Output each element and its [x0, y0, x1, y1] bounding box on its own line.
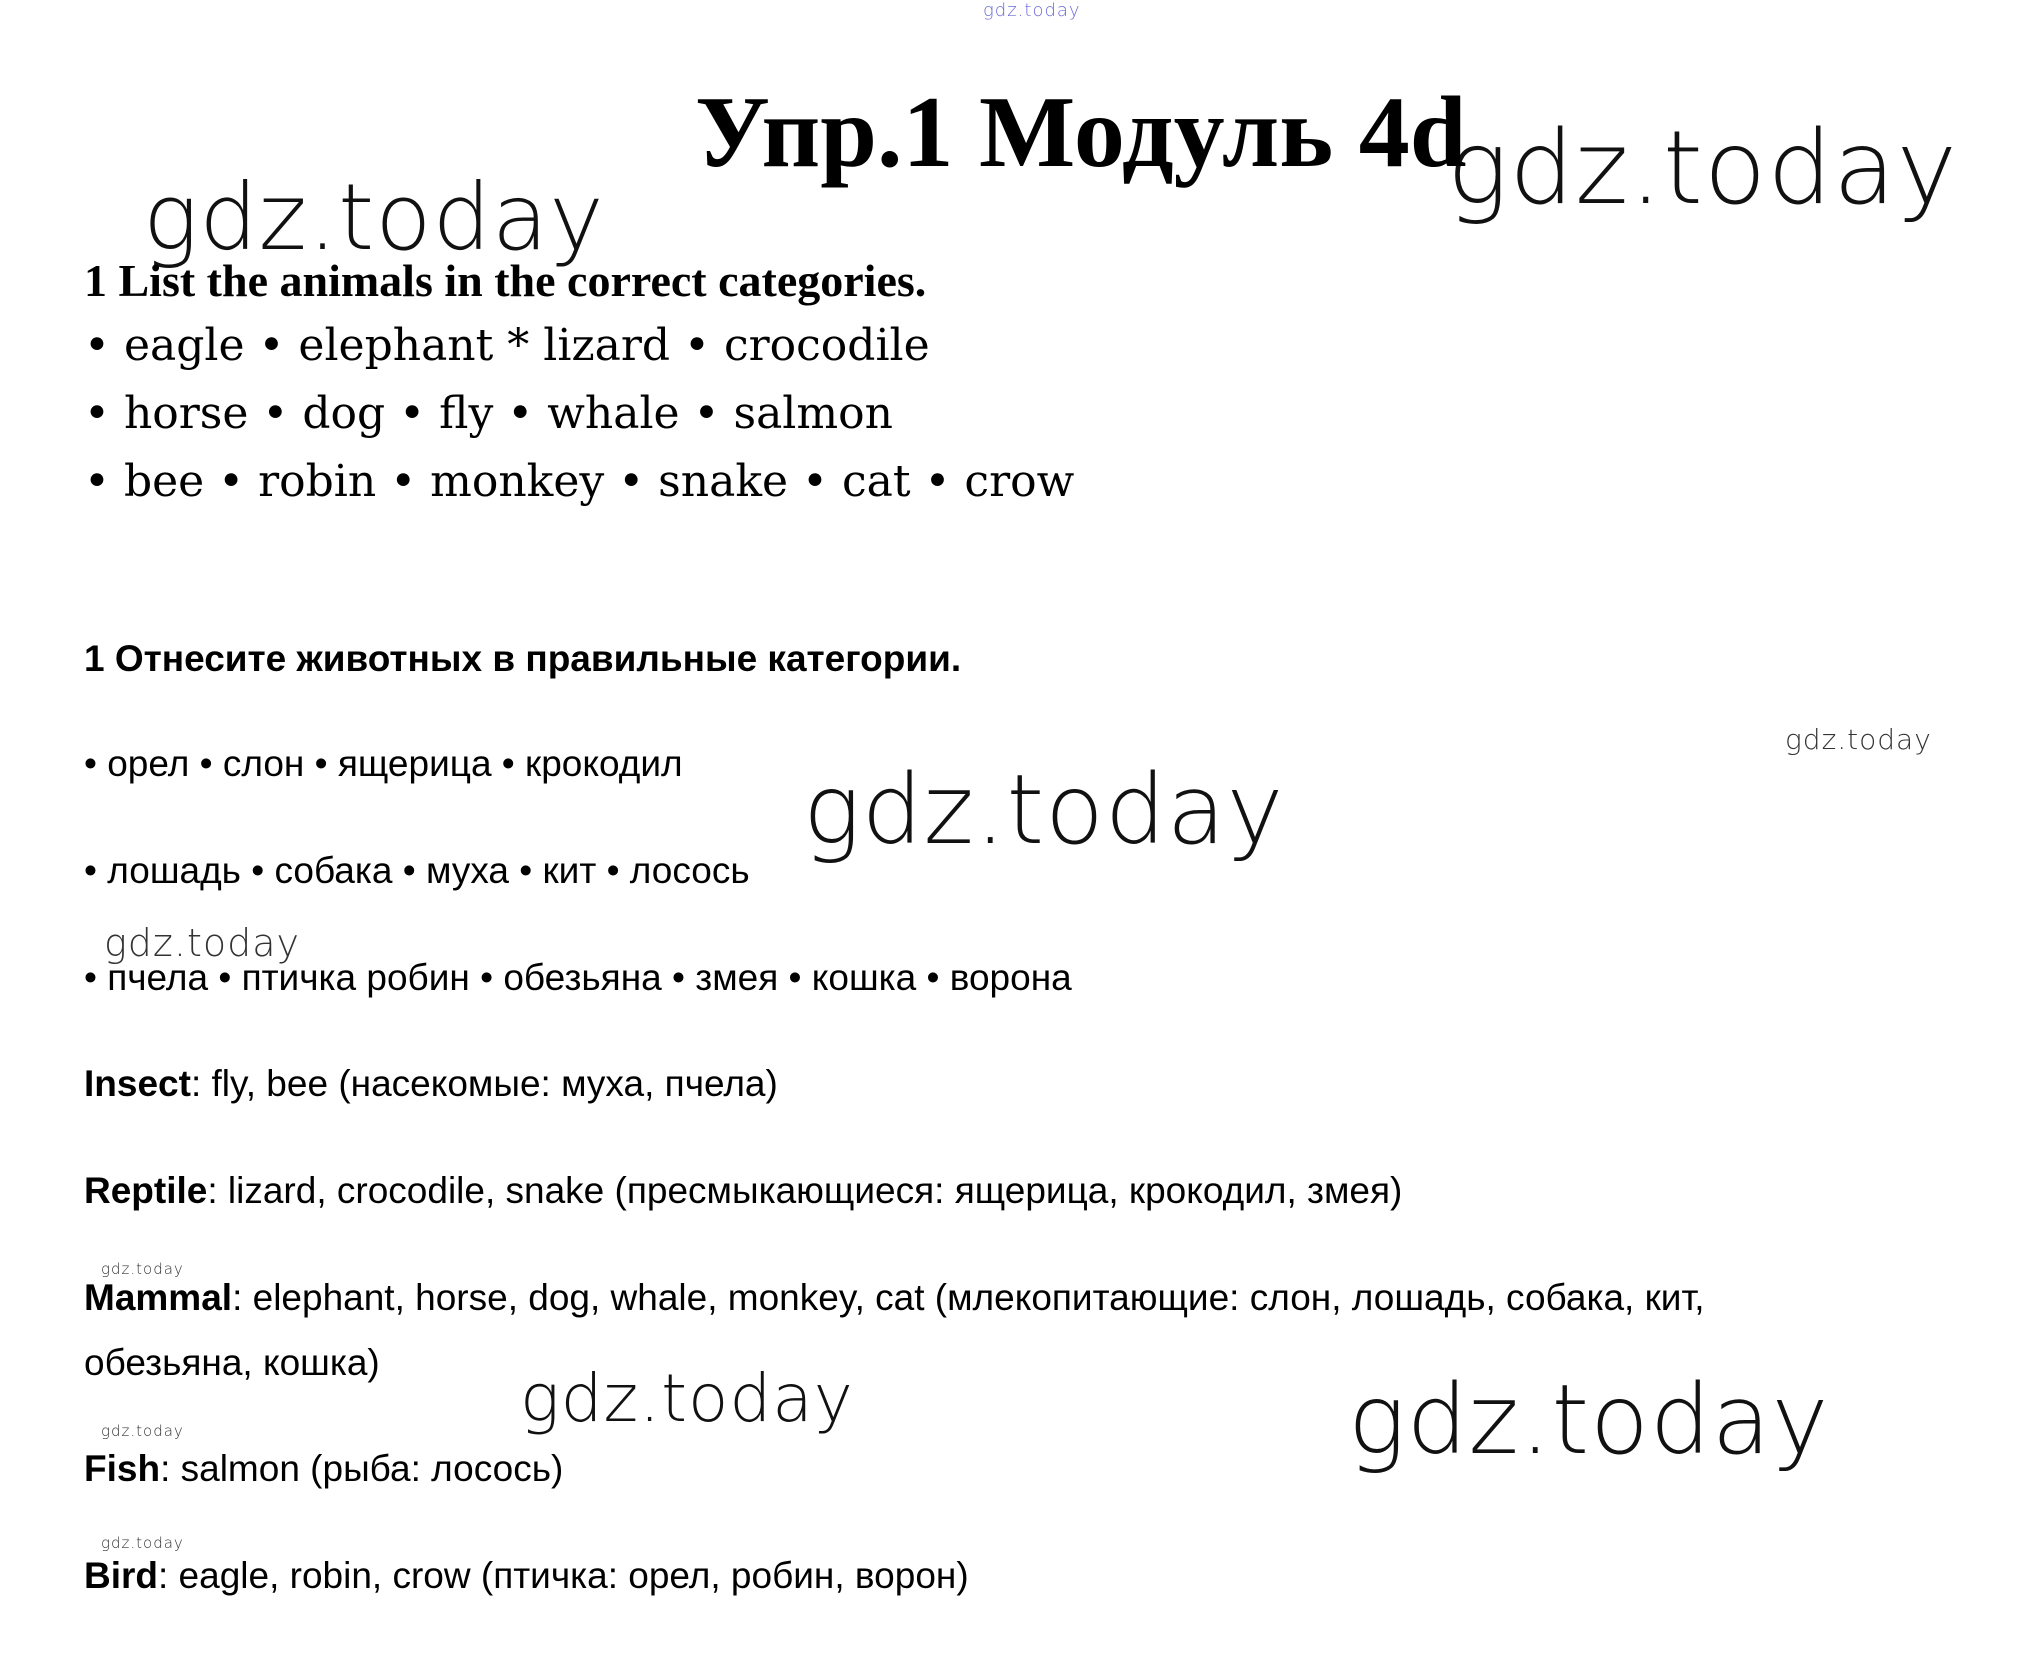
- watermark-bird-tiny: gdz.today: [101, 1534, 184, 1552]
- russian-task-heading: 1 Отнесите животных в правильные категории.: [84, 638, 962, 679]
- answer-mammal-category: Mammal: [84, 1277, 233, 1318]
- answer-fish: [84, 1448, 563, 1490]
- english-word-line-2: • horse • dog • fly • whale • salmon: [84, 388, 893, 439]
- answer-mammal-continuation: обезьяна, кошка): [84, 1342, 380, 1383]
- answer-reptile: [84, 1170, 1402, 1212]
- answer-reptile-text: : lizard, crocodile, snake (пресмыкающиеся: ящерица, крокодил, змея): [207, 1170, 1403, 1211]
- watermark-left-large: gdz.today: [143, 164, 605, 271]
- answer-insect: [84, 1063, 778, 1105]
- answer-mammal-text: : elephant, horse, dog, whale, monkey, cat (млекопитающие: слон, лошадь, собака, кит,: [232, 1277, 1705, 1318]
- watermark-mammal-tiny: gdz.today: [101, 1260, 184, 1278]
- watermark-fish-tiny: gdz.today: [101, 1422, 184, 1440]
- watermark-bottom-right: gdz.today: [1348, 1364, 1830, 1476]
- russian-word-line-2: • лошадь • собака • муха • кит • лосось: [84, 850, 750, 891]
- watermark-top: gdz.today: [983, 0, 1081, 21]
- english-task-heading: 1 List the animals in the correct categories.: [84, 255, 927, 306]
- answer-bird-category: Bird: [84, 1555, 158, 1596]
- answer-mammal: [84, 1277, 1705, 1319]
- answer-bird-text: : eagle, robin, crow (птичка: орел, робин, ворон): [158, 1555, 969, 1596]
- russian-word-line-3: • пчела • птичка робин • обезьяна • змея • кошка • ворона: [84, 957, 1072, 998]
- answer-insect-text: : fly, bee (насекомые: муха, пчела): [190, 1063, 778, 1104]
- watermark-bottom-center: gdz.today: [520, 1360, 854, 1437]
- english-word-line-3: • bee • robin • monkey • snake • cat • crow: [84, 456, 1075, 507]
- answer-fish-text: : salmon (рыба: лосось): [160, 1448, 564, 1489]
- watermark-right-small: gdz.today: [1785, 723, 1932, 756]
- answer-reptile-category: Reptile: [84, 1170, 208, 1211]
- russian-word-line-1: • орел • слон • ящерица • крокодил: [84, 743, 683, 784]
- english-word-line-1: • eagle • elephant * lizard • crocodile: [84, 320, 930, 371]
- answer-bird: [84, 1555, 969, 1597]
- watermark-title-right: gdz.today: [1447, 109, 1958, 228]
- answer-insect-category: Insect: [84, 1063, 191, 1104]
- watermark-center-large: gdz.today: [803, 754, 1285, 866]
- answer-fish-category: Fish: [84, 1448, 161, 1489]
- page-title: Упр.1 Модуль 4d: [695, 76, 1467, 189]
- watermark-left-medium: gdz.today: [104, 921, 300, 965]
